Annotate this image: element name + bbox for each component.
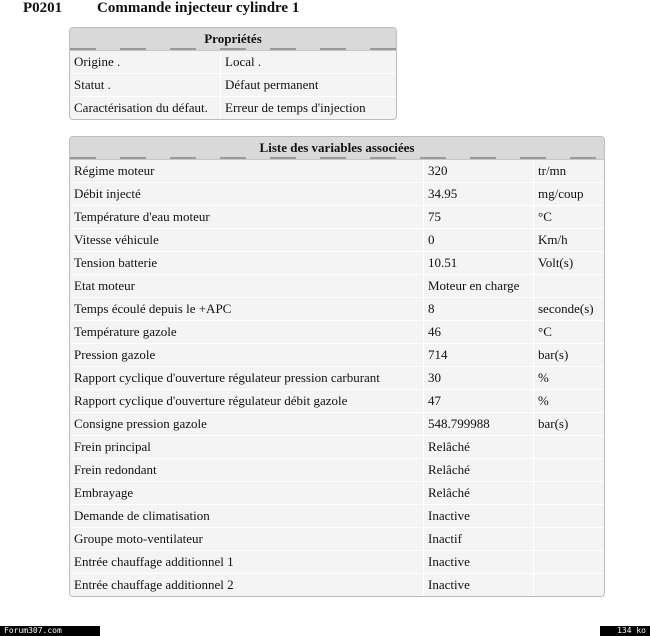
property-row [70,97,396,120]
property-label: Caractérisation du défaut. [70,97,221,120]
variable-unit: Volt(s) [534,252,605,275]
variables-table [70,160,604,596]
variable-value: 75 [424,206,534,229]
variable-row [70,252,604,275]
variable-row [70,413,604,436]
variable-row [70,528,604,551]
variable-unit: Km/h [534,229,605,252]
variable-row [70,344,604,367]
variable-unit: seconde(s) [534,298,605,321]
property-value: Défaut permanent [221,74,397,97]
variable-unit [534,275,605,298]
variable-label: Entrée chauffage additionnel 2 [70,574,424,597]
variable-row [70,206,604,229]
fault-title: Commande injecteur cylindre 1 [97,0,300,16]
properties-title: Propriétés [70,28,396,51]
variable-label: Entrée chauffage additionnel 1 [70,551,424,574]
variable-value: Inactive [424,505,534,528]
variable-value: Inactif [424,528,534,551]
variable-label: Rapport cyclique d'ouverture régulateur pression carburant [70,367,424,390]
variable-row [70,160,604,183]
variable-unit [534,574,605,597]
variable-row [70,505,604,528]
variable-label: Frein redondant [70,459,424,482]
variable-unit [534,528,605,551]
variable-label: Pression gazole [70,344,424,367]
variable-value: 714 [424,344,534,367]
variable-label: Consigne pression gazole [70,413,424,436]
variable-label: Temps écoulé depuis le +APC [70,298,424,321]
variable-value: Moteur en charge [424,275,534,298]
variable-row [70,436,604,459]
variable-label: Débit injecté [70,183,424,206]
variable-row [70,459,604,482]
footer-size-label: 134 ko [600,626,650,636]
variable-unit: °C [534,321,605,344]
variable-value: 34.95 [424,183,534,206]
variable-label: Demande de climatisation [70,505,424,528]
variable-value: Relâché [424,482,534,505]
variable-label: Embrayage [70,482,424,505]
variable-value: Inactive [424,574,534,597]
variable-unit [534,482,605,505]
variable-label: Groupe moto-ventilateur [70,528,424,551]
variable-unit: bar(s) [534,344,605,367]
footer-site-label: Forum307.com [0,626,100,636]
variable-value: 320 [424,160,534,183]
variable-row [70,229,604,252]
variable-unit [534,551,605,574]
variable-unit [534,505,605,528]
variable-label: Vitesse véhicule [70,229,424,252]
variable-row [70,367,604,390]
variable-label: Température gazole [70,321,424,344]
variable-label: Température d'eau moteur [70,206,424,229]
property-value: Erreur de temps d'injection [221,97,397,120]
variable-label: Régime moteur [74,163,155,178]
variable-row [70,275,604,298]
property-value: Local . [221,51,397,74]
variable-row [70,390,604,413]
variable-row [70,321,604,344]
property-label: Origine . [74,54,121,69]
variable-row [70,482,604,505]
variable-value: 10.51 [424,252,534,275]
variable-unit: °C [534,206,605,229]
variable-value: 30 [424,367,534,390]
variable-row [70,574,604,597]
variable-value: 46 [424,321,534,344]
variables-title: Liste des variables associées [70,137,604,160]
variable-value: 0 [424,229,534,252]
fault-code: P0201 [23,0,63,16]
variable-unit: mg/coup [534,183,605,206]
variable-value: Relâché [424,436,534,459]
variables-panel [69,136,605,597]
variable-row [70,298,604,321]
variable-value: 8 [424,298,534,321]
variable-unit: tr/mn [534,160,605,183]
variable-row [70,183,604,206]
footer-bar [0,626,650,636]
variable-value: Inactive [424,551,534,574]
variable-unit [534,436,605,459]
properties-panel [69,27,397,120]
variable-label: Etat moteur [70,275,424,298]
property-row [70,74,396,97]
variable-unit: % [534,390,605,413]
variable-value: Relâché [424,459,534,482]
page-header [23,0,299,17]
property-label: Statut . [70,74,221,97]
property-row [70,51,396,74]
variable-label: Frein principal [70,436,424,459]
variable-value: 548.799988 [424,413,534,436]
variable-label: Tension batterie [70,252,424,275]
variable-row [70,551,604,574]
variable-label: Rapport cyclique d'ouverture régulateur débit gazole [70,390,424,413]
variable-unit [534,459,605,482]
variable-value: 47 [424,390,534,413]
properties-table [70,51,396,119]
variable-unit: bar(s) [534,413,605,436]
variable-unit: % [534,367,605,390]
